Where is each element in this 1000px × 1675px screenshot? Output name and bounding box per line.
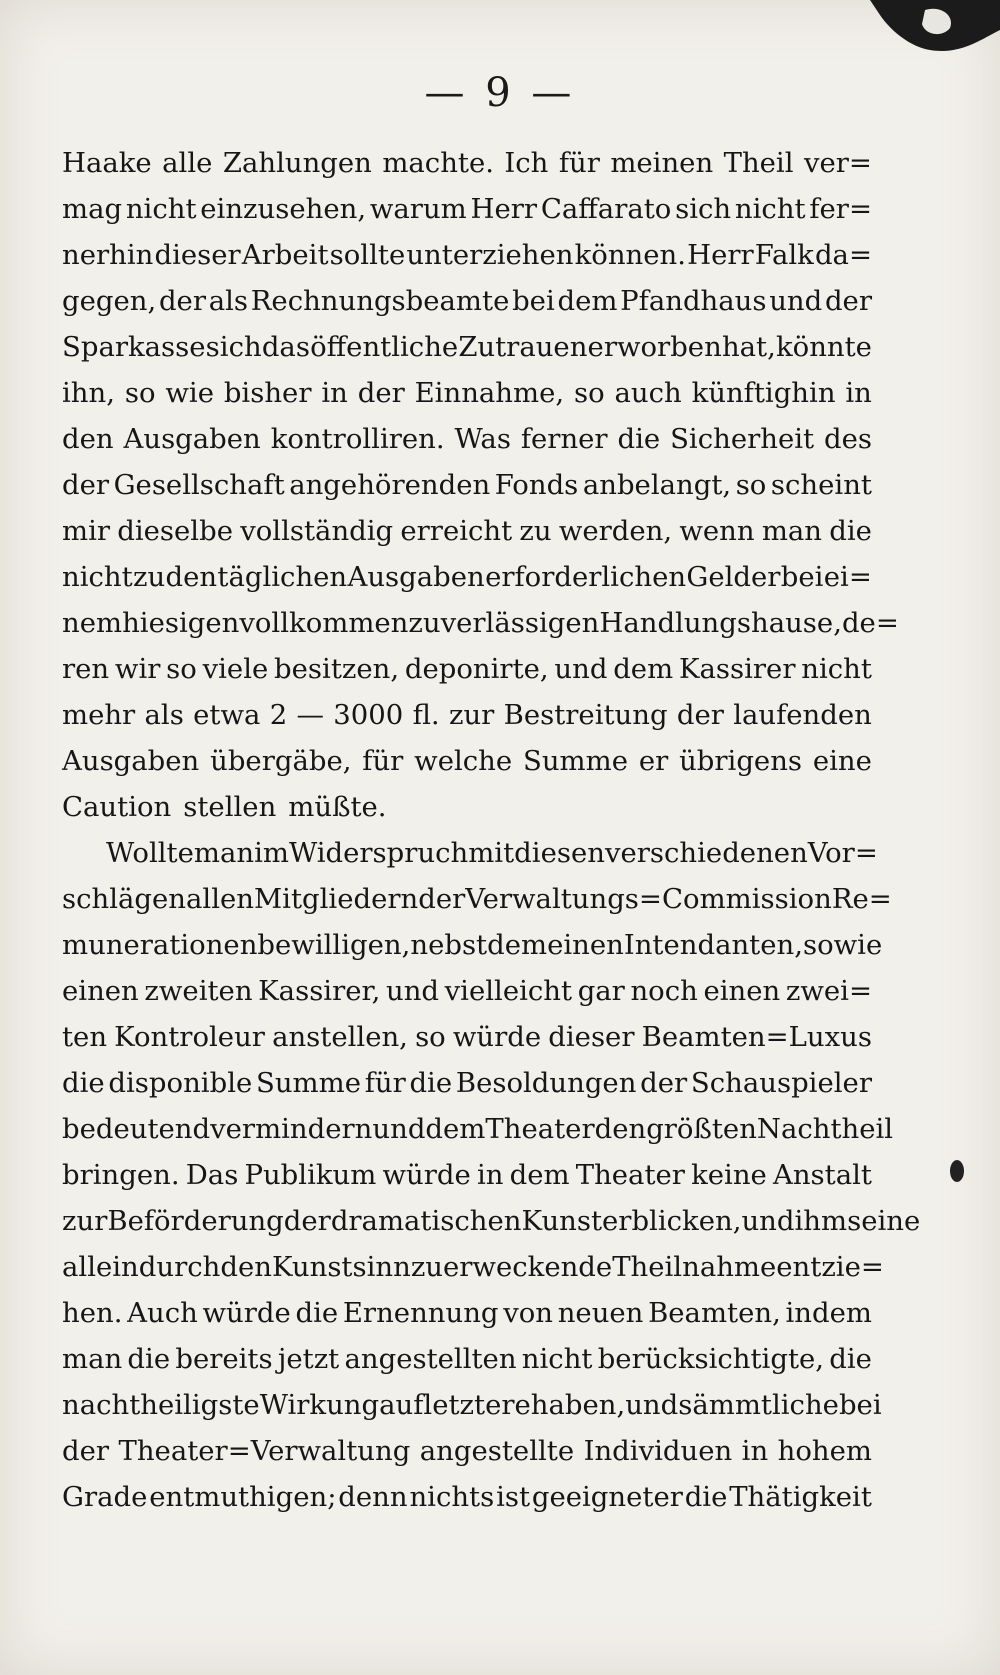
word: bereits	[175, 1343, 273, 1375]
word: hohem	[777, 1435, 872, 1467]
word: Anstalt	[772, 1159, 872, 1191]
text-line	[62, 1428, 872, 1474]
word: machte.	[382, 147, 494, 179]
word: zu	[410, 1251, 444, 1283]
word: Re=	[831, 883, 892, 915]
word: Bestreitung	[503, 699, 668, 731]
word: zwei=	[785, 975, 872, 1007]
word: in	[321, 377, 348, 409]
word: berücksichtigte,	[597, 1343, 825, 1375]
word: ver=	[803, 147, 872, 179]
word: bewilligen,	[257, 929, 411, 961]
word: verschiedenen	[604, 837, 808, 869]
text-line	[62, 738, 872, 784]
text-line	[62, 784, 872, 830]
word: täglichen	[217, 561, 348, 593]
word: eine	[812, 745, 872, 777]
word: dramatischen	[330, 1205, 522, 1237]
text-line	[62, 370, 872, 416]
word: ist	[496, 1481, 531, 1513]
text-line	[62, 1060, 872, 1106]
word: Sparkasse	[62, 331, 206, 363]
word: bei	[780, 561, 824, 593]
word: erreicht	[400, 515, 513, 547]
word: übergäbe,	[210, 745, 352, 777]
word: die	[62, 1067, 105, 1099]
word: der	[640, 1067, 688, 1099]
word: Auch	[127, 1297, 198, 1329]
word: munerationen	[62, 929, 258, 961]
word: man	[193, 837, 255, 869]
word: hen.	[62, 1297, 123, 1329]
word: ten	[62, 1021, 108, 1053]
word: jetzt	[277, 1343, 340, 1375]
word: 3000	[333, 699, 404, 731]
word: fl.	[412, 699, 440, 731]
word: ferner	[520, 423, 608, 455]
word: sollte	[329, 239, 406, 271]
word: hiesigen	[122, 607, 240, 639]
word: Caffarato	[540, 193, 672, 225]
word: Grade	[62, 1481, 148, 1513]
word: zweiten	[144, 975, 253, 1007]
word: vollständig	[240, 515, 394, 547]
word: welche	[414, 745, 513, 777]
word: in	[476, 1159, 504, 1191]
word: ihm	[794, 1205, 848, 1237]
word: erforderlichen	[485, 561, 687, 593]
word: Intendanten,	[623, 929, 803, 961]
text-line	[62, 324, 872, 370]
word: müßte.	[288, 791, 387, 823]
word: deponirte,	[404, 653, 549, 685]
word: einen	[547, 929, 624, 961]
word: fer=	[809, 193, 872, 225]
word: des	[823, 423, 872, 455]
text-line	[62, 1244, 884, 1290]
word: Theater	[485, 1113, 595, 1145]
word: Schauspieler	[690, 1067, 872, 1099]
word: Beamten,	[648, 1297, 781, 1329]
word: einzusehen,	[200, 193, 367, 225]
word: Caution	[62, 791, 172, 823]
word: Kassirer,	[258, 975, 381, 1007]
word: die	[829, 1343, 872, 1375]
word: so	[573, 377, 605, 409]
word: Mitgliedern	[254, 883, 419, 915]
word: indem	[785, 1297, 872, 1329]
word: so	[166, 653, 197, 685]
text-line	[62, 1106, 894, 1152]
word: bedeutend	[62, 1113, 211, 1145]
word: letztere	[423, 1389, 531, 1421]
word: durch	[138, 1251, 221, 1283]
word: Gesellschaft	[113, 469, 285, 501]
word: kontrolliren.	[270, 423, 445, 455]
word: wenn	[679, 515, 755, 547]
word: und	[554, 653, 608, 685]
text-line	[62, 968, 872, 1014]
word: bei	[838, 1389, 882, 1421]
word: die	[684, 1481, 728, 1513]
word: bisher	[223, 377, 312, 409]
word: einen	[703, 975, 781, 1007]
word: stellen	[183, 791, 277, 823]
word: die	[295, 1297, 339, 1329]
text-line	[62, 140, 872, 186]
word: anstellen,	[272, 1021, 408, 1053]
word: dieselbe	[117, 515, 233, 547]
word: zu	[132, 561, 166, 593]
word: ren	[62, 653, 110, 685]
word: einen	[62, 975, 139, 1007]
paragraph	[62, 830, 921, 1520]
word: 2	[269, 699, 288, 731]
word: öffentliche	[310, 331, 459, 363]
word: für	[558, 147, 600, 179]
word: gegen,	[62, 285, 157, 317]
word: Theater	[575, 1159, 685, 1191]
word: nicht	[62, 561, 133, 593]
word: diesen	[514, 837, 605, 869]
word: Fonds	[494, 469, 579, 501]
text-line	[62, 554, 872, 600]
word: Pfandhaus	[620, 285, 767, 317]
word: Vor=	[807, 837, 878, 869]
word: er	[638, 745, 669, 777]
text-line	[62, 1290, 872, 1336]
word: vielleicht	[444, 975, 573, 1007]
word: Nachtheil	[756, 1113, 894, 1145]
word: der	[676, 699, 724, 731]
word: keine	[691, 1159, 767, 1191]
word: Kontroleur	[114, 1021, 265, 1053]
word: Summe	[523, 745, 628, 777]
word: Falk	[754, 239, 814, 271]
text-line	[62, 646, 872, 692]
word: Theilnahme	[612, 1251, 777, 1283]
word: den	[165, 561, 218, 593]
word: die	[409, 1067, 453, 1099]
word: und	[386, 975, 440, 1007]
word: die	[617, 423, 661, 455]
word: zuverlässigen	[408, 607, 600, 639]
text-line	[62, 830, 878, 876]
word: disponible	[108, 1067, 253, 1099]
word: bei	[512, 285, 555, 317]
word: anbelangt,	[582, 469, 732, 501]
word: der	[418, 883, 466, 915]
word: Kassirer	[678, 653, 796, 685]
word: man	[62, 1343, 123, 1375]
torn-corner-damage	[830, 0, 1000, 70]
word: Ausgaben	[347, 561, 485, 593]
word: bringen.	[62, 1159, 180, 1191]
word: dem	[425, 1113, 486, 1145]
word: schlägen	[62, 883, 187, 915]
word: werden,	[558, 515, 673, 547]
word: Haake	[62, 147, 152, 179]
word: der	[62, 1435, 110, 1467]
word: dem	[509, 1159, 570, 1191]
word: Das	[185, 1159, 239, 1191]
word: den	[594, 1113, 647, 1145]
word: nem	[62, 607, 123, 639]
word: erworben	[587, 331, 722, 363]
word: entmuthigen;	[149, 1481, 337, 1513]
paragraph	[62, 140, 899, 830]
word: entzie=	[776, 1251, 884, 1283]
word: allein	[62, 1251, 139, 1283]
word: man	[761, 515, 823, 547]
word: Beamten=Luxus	[641, 1021, 872, 1053]
word: mehr	[62, 699, 136, 731]
word: so	[124, 377, 156, 409]
word: geeigneter	[531, 1481, 683, 1513]
word: Rechnungsbeamte	[250, 285, 510, 317]
word: Herr	[470, 193, 538, 225]
word: erweckende	[443, 1251, 613, 1283]
word: Handlungshause,	[599, 607, 842, 639]
word: für	[364, 1067, 406, 1099]
word: Zutrauen	[458, 331, 588, 363]
word: allen	[186, 883, 254, 915]
word: nachtheiligste	[62, 1389, 260, 1421]
word: größten	[646, 1113, 757, 1145]
word: zur	[448, 699, 495, 731]
word: etwa	[193, 699, 261, 731]
word: denn	[338, 1481, 408, 1513]
word: nebstdem	[410, 929, 548, 961]
word: der	[158, 285, 206, 317]
word: erblicken,	[602, 1205, 742, 1237]
word: mir	[62, 515, 111, 547]
word: so	[735, 469, 767, 501]
text-line	[62, 186, 872, 232]
text-line	[62, 1382, 882, 1428]
word: auf	[379, 1389, 424, 1421]
word: Summe	[255, 1067, 361, 1099]
word: dem	[613, 653, 674, 685]
word: noch	[630, 975, 698, 1007]
word: mag	[62, 193, 123, 225]
word: seine	[847, 1205, 921, 1237]
word: das	[261, 331, 310, 363]
word: der	[357, 377, 405, 409]
text-line	[62, 876, 892, 922]
word: Beförderung	[107, 1205, 284, 1237]
word: Gelder	[686, 561, 781, 593]
word: Widerspruch	[288, 837, 469, 869]
word: der	[824, 285, 872, 317]
word: nicht	[734, 193, 806, 225]
word: scheint	[770, 469, 872, 501]
word: Thätigkeit	[729, 1481, 872, 1513]
word: als	[208, 285, 248, 317]
word: in	[845, 377, 872, 409]
word: sich	[675, 193, 732, 225]
word: nicht	[801, 653, 872, 685]
word: so	[415, 1021, 446, 1053]
word: wie	[833, 929, 883, 961]
text-line	[62, 278, 872, 324]
word: gar	[577, 975, 625, 1007]
word: übrigens	[679, 745, 803, 777]
word: nicht	[521, 1343, 593, 1375]
word: Wirkung	[259, 1389, 380, 1421]
word: de=	[841, 607, 899, 639]
word: die	[829, 515, 872, 547]
text-line	[62, 1474, 872, 1520]
text-line	[62, 1152, 872, 1198]
word: neuen	[557, 1297, 644, 1329]
word: Herr	[687, 239, 754, 271]
page-number: — 9 —	[424, 70, 576, 116]
word: der	[283, 1205, 331, 1237]
word: Publikum	[244, 1159, 377, 1191]
word: die	[127, 1343, 171, 1375]
word: laufenden	[733, 699, 872, 731]
text-line	[62, 922, 883, 968]
word: nichts	[409, 1481, 495, 1513]
word: dem	[557, 285, 618, 317]
word: sich	[205, 331, 262, 363]
body-text	[62, 140, 921, 1520]
word: viele	[202, 653, 269, 685]
word: haben,	[530, 1389, 626, 1421]
word: angestellte	[419, 1435, 575, 1467]
word: zur	[62, 1205, 108, 1237]
word: Arbeit	[241, 239, 329, 271]
word: nicht	[125, 193, 197, 225]
word: —	[296, 699, 324, 731]
word: vollkommen	[239, 607, 409, 639]
text-line	[62, 600, 899, 646]
word: alle	[162, 147, 213, 179]
word: auch	[614, 377, 682, 409]
word: mit	[468, 837, 515, 869]
word: unterziehen	[406, 239, 574, 271]
word: Verwaltungs=Commission	[465, 883, 832, 915]
word: im	[254, 837, 289, 869]
word: Ich	[504, 147, 549, 179]
word: würde	[452, 1021, 542, 1053]
word: wir	[114, 653, 161, 685]
ink-stain	[950, 1160, 964, 1182]
word: und	[625, 1389, 679, 1421]
word: Theater=Verwaltung	[118, 1435, 411, 1467]
word: Wollte	[106, 837, 194, 869]
word: und	[372, 1113, 426, 1145]
word: vermindern	[210, 1113, 373, 1145]
word: dieser	[548, 1021, 635, 1053]
word: künftighin	[691, 377, 836, 409]
word: Ausgaben	[123, 423, 261, 455]
word: Was	[454, 423, 511, 455]
word: würde	[382, 1159, 471, 1191]
word: den	[220, 1251, 272, 1283]
word: sämmtliche	[678, 1389, 839, 1421]
word: für	[362, 745, 404, 777]
word: Zahlungen	[222, 147, 372, 179]
word: Einnahme,	[414, 377, 565, 409]
word: warum	[369, 193, 467, 225]
word: würde	[202, 1297, 291, 1329]
word: wie	[165, 377, 214, 409]
word: den	[62, 423, 114, 455]
word: Kunst	[521, 1205, 603, 1237]
text-line	[62, 1014, 872, 1060]
text-line	[62, 692, 872, 738]
word: und	[769, 285, 823, 317]
word: ei=	[823, 561, 872, 593]
word: angestellten	[344, 1343, 517, 1375]
word: Ausgaben	[62, 745, 200, 777]
word: angehörenden	[289, 469, 491, 501]
word: der	[62, 469, 110, 501]
word: in	[741, 1435, 769, 1467]
word: könnte	[775, 331, 872, 363]
word: ihn,	[62, 377, 115, 409]
text-line	[62, 508, 872, 554]
word: können.	[574, 239, 686, 271]
text-line	[62, 416, 872, 462]
word: besitzen,	[274, 653, 400, 685]
word: Besoldungen	[455, 1067, 637, 1099]
word: als	[144, 699, 184, 731]
word: zu	[519, 515, 552, 547]
word: da=	[814, 239, 872, 271]
word: so	[802, 929, 834, 961]
word: nerhin	[62, 239, 154, 271]
word: Individuen	[583, 1435, 733, 1467]
text-line	[62, 1336, 872, 1382]
word: und	[741, 1205, 795, 1237]
text-line	[62, 232, 872, 278]
text-line	[62, 462, 872, 508]
word: meinen	[610, 147, 714, 179]
word: hat,	[721, 331, 776, 363]
word: dieser	[154, 239, 241, 271]
word: Kunstsinn	[271, 1251, 411, 1283]
word: Theil	[723, 147, 794, 179]
text-line	[62, 1198, 921, 1244]
word: Sicherheit	[670, 423, 815, 455]
word: von	[503, 1297, 554, 1329]
word: Ernennung	[342, 1297, 499, 1329]
